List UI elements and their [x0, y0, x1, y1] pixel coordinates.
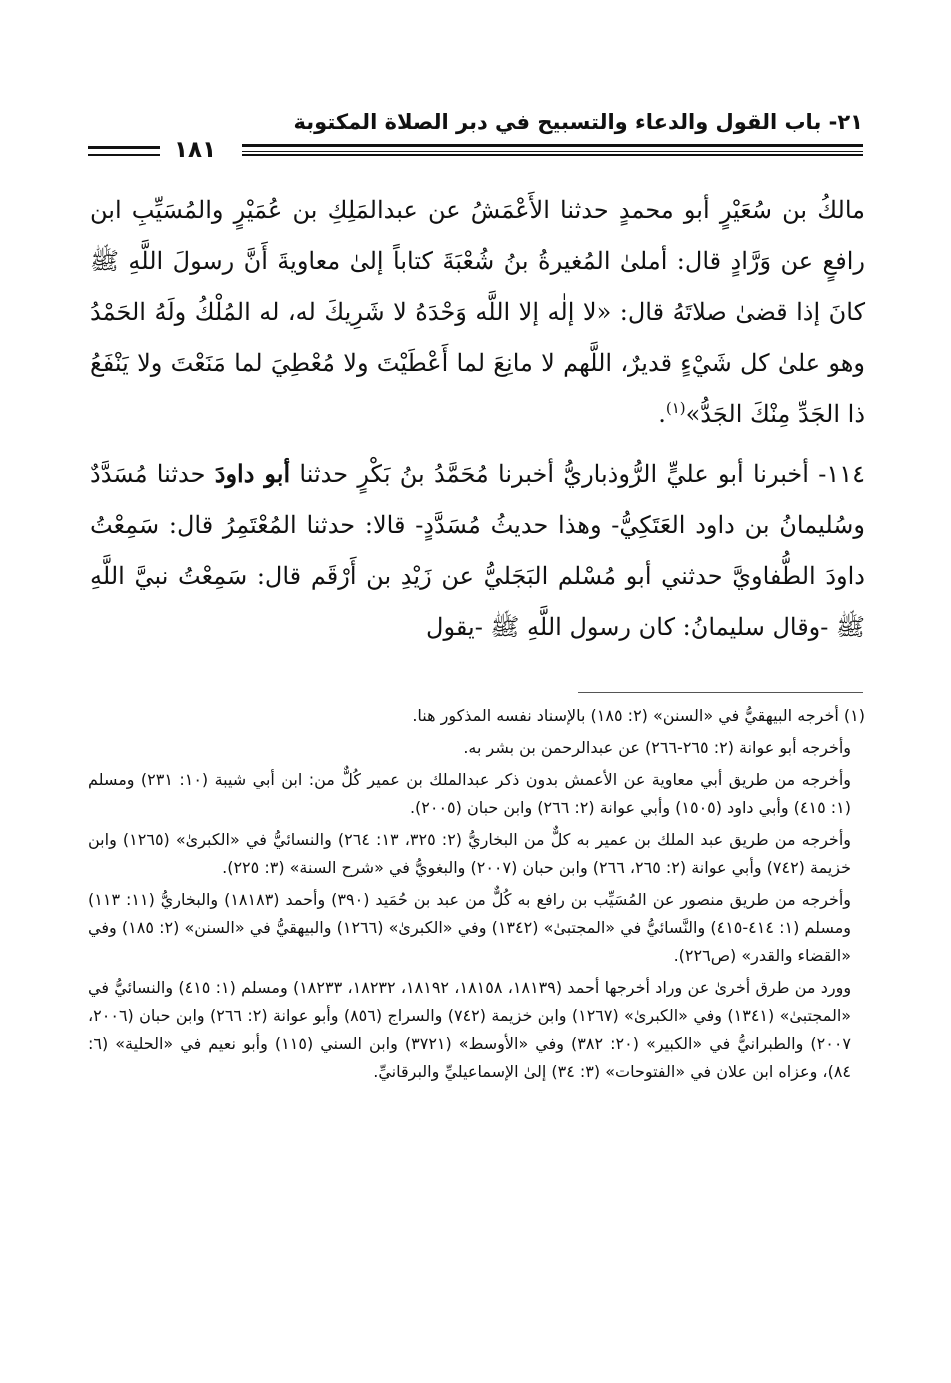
page-header [88, 108, 863, 170]
footnote-divider [578, 692, 863, 693]
hadith-text-1: مالكُ بن سُعَيْرٍ أبو محمدٍ حدثنا الأَعْمَشُ عن عبدالمَلِكِ بن عُمَيْرٍ والمُسَيِّبِ ابن رافعٍ عن وَرَّادٍ قال: أملىٰ المُغيرةُ بنُ شُعْبَةَ كتاباً إلىٰ معاويةَ أَنَّ رسولَ اللَّهِ ﷺ كانَ إذا قضىٰ صلاتَهُ قال: «لا إلٰه إلا اللَّه وَحْدَهُ لا شَرِيكَ له، له المُلْكُ ولَهُ الحَمْدُ وهو علىٰ كل شَيْءٍ قديرٌ، اللَّهم لا مانِعَ لما أَعْطَيْتَ ولا مُعْطِيَ لما مَنَعْتَ ولا يَنْفَعُ ذا الجَدِّ مِنْكَ الجَدُّ» [90, 196, 866, 428]
footnote-line: وأخرجه من طريق عبد الملك بن عمير به كلٌّ من البخاريُّ (٢: ٣٢٥، ١٣: ٢٦٤) والنسائيُّ في «الكبرىٰ» (١٢٦٥) وابن خزيمة (٧٤٢) وأبي عوانة (٢: ٢٦٥، ٢٦٦) وابن حبان (٢٠٠٧) والبغويُّ في «شرح السنة» (٣: ٢٢٥). [88, 830, 851, 877]
hadith-text-2-rest: حدثنا مُسَدَّدٌ وسُليمانُ بن داود العَتَكِيُّ- وهذا حديثُ مُسَدَّدٍ- قالا: حدثنا المُعْتَمِرُ قال: سَمِعْتُ داودَ الطُّفاويَّ حدثني أبو مُسْلم البَجَليُّ عن زَيْدِ بن أَرْقَم قال: سَمِعْتُ نبيَّ اللَّهِ ﷺ -وقال سليمانُ: كان رسول اللَّهِ ﷺ -يقول [90, 460, 865, 641]
header-rule-left-lower [88, 154, 160, 156]
footnotes [88, 702, 865, 1090]
hadith-text-2-start: ١١٤- أخبرنا أبو عليٍّ الرُّوذباريُّ أخبرنا مُحَمَّدُ بنُ بَكْرٍ حدثنا [299, 460, 865, 488]
hadith-paragraph-2 [90, 448, 865, 653]
header-rule-right-lower [242, 154, 863, 156]
hadith-paragraph-1 [90, 185, 865, 440]
narrator-name-bold: أبو داودَ [214, 459, 291, 488]
paragraph-end: . [658, 400, 666, 428]
chapter-title: ٢١- باب القول والدعاء والتسبيح في دبر الصلاة المكتوبة [293, 110, 863, 134]
footnote-1: (١) أخرجه البيهقيُّ في «السنن» (٢: ١٨٥) بالإسناد نفسه المذكور هنا. [412, 706, 865, 725]
header-rule-right [242, 144, 863, 152]
footnote-line: وورد من طرق أخرىٰ عن وراد أخرجها أحمد (١٨١٣٩، ١٨١٥٨، ١٨١٩٢، ١٨٢٣٢، ١٨٢٣٣) ومسلم (١: ٤١٥) والنسائيُّ في «المجتبىٰ» (١٣٤١) وفي «الكبرىٰ» (١٢٦٧) وابن خزيمة (٧٤٢) والسراج (٨٥٦) وأبو عوانة (٢: ٢٦٦) وابن حبان (٢٠٠٦، ٢٠٠٧) والطبرانيُّ في «الكبير» (٢٠: ٣٨٢) وفي «الأوسط» (٣٧٢١) وابن السني (١١٥) وأبو نعيم في «الحلية» (٦: ٨٤)، وعزاه ابن علان في «الفتوحات» (٣: ٣٤) إلىٰ الإسماعيليِّ والبرقانيِّ. [88, 978, 852, 1081]
footnote-ref-1: (١) [665, 399, 686, 417]
footnote-line: وأخرجه من طريق منصور عن المُسَيِّب بن رافع به كُلٌّ من عبد بن حُمَيد (٣٩٠) وأحمد (١٨١٨٣) والبخاريُّ (١١: ١١٣) ومسلم (١: ٤١٤-٤١٥) والنَّسائيُّ في «المجتبىٰ» (١٣٤٢) وفي «الكبرىٰ» (١٢٦٦) والبيهقيُّ في «السنن» (٢: ١٨٥) وفي «القضاء والقدر» (ص٢٢٦). [88, 890, 852, 965]
footnote-line: وأخرجه من طريق أبي معاوية عن الأعمش بدون ذكر عبدالملك بن عمير كُلٌّ من: ابن أبي شيبة (١٠: ٢٣١) ومسلم (١: ٤١٥) وأبي داود (١٥٠٥) وأبي عوانة (٢: ٢٦٦) وابن حبان (٢٠٠٥). [88, 770, 851, 817]
main-text [90, 185, 865, 653]
footnote-line: وأخرجه أبو عوانة (٢: ٢٦٥-٢٦٦) عن عبدالرحمن بن بشر به. [463, 738, 851, 757]
header-rule-left [88, 146, 160, 149]
page-number: ١٨١ [174, 137, 217, 163]
